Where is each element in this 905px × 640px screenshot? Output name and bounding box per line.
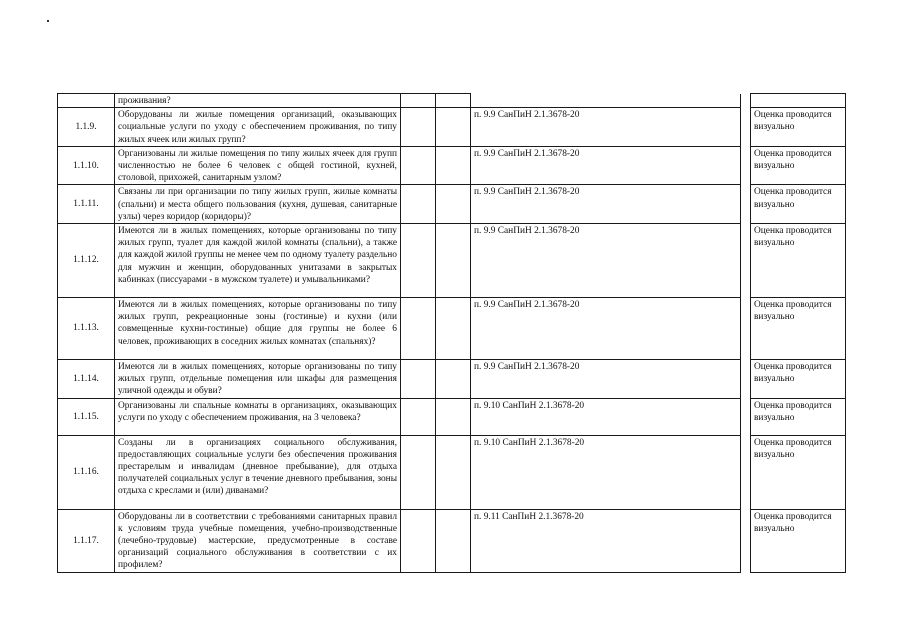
column-gap: [741, 94, 751, 108]
question-text: Имеются ли в жилых помещениях, которые организованы по типу жилых групп, туалет для каждой жилой комнаты (спальни), а также для каждой жилой группы не менее чем по одному туалету раздельно для мужчин и женщин, оборудованных унитазами в закрытых кабинках (писсуарами - в мужском туалете) и умывальниками?: [118, 226, 397, 285]
question-text: Оборудованы ли в соответствии с требованиями санитарных правил к условиям труда учебные помещения, учебно-производственные (лечебно-трудовые) мастерские, предусмотренные в составе организаций социального обслуживания в соответствии с их профилем?: [118, 511, 397, 571]
scan-speck: [47, 20, 49, 22]
method-cell: [751, 94, 846, 108]
answer-no-cell: [436, 509, 471, 572]
source-cell: [471, 146, 741, 185]
source-cell: [471, 298, 741, 360]
method-cell: [751, 398, 846, 435]
row-number-cell: [58, 185, 115, 224]
method-text: Оценка проводится визуально: [754, 400, 832, 423]
row-number: 1.1.13.: [73, 323, 99, 334]
answer-no-cell: [436, 146, 471, 185]
source-text: п. 9.9 СанПиН 2.1.3678-20: [474, 187, 580, 198]
table-row: [58, 398, 846, 435]
method-text: Оценка проводится визуально: [754, 148, 832, 172]
question-cell: [115, 398, 401, 435]
row-number-cell: [58, 146, 115, 185]
method-text: Оценка проводится визуально: [754, 437, 832, 460]
row-number-cell: [58, 224, 115, 298]
table-row: [58, 146, 846, 185]
table-row: [58, 185, 846, 224]
source-cell: [471, 224, 741, 298]
question-cell: [115, 108, 401, 147]
question-cell: [115, 185, 401, 224]
answer-yes-cell: [401, 398, 436, 435]
column-gap: [741, 185, 751, 224]
row-number-cell: [58, 108, 115, 147]
answer-yes-cell: [401, 224, 436, 298]
question-text: Связаны ли при организации по типу жилых групп, жилые комнаты (спальни) и места общего пользования (кухня, душевая, санитарные узлы) через коридор (коридоры)?: [118, 187, 397, 222]
answer-no-cell: [436, 398, 471, 435]
answer-no-cell: [436, 435, 471, 509]
method-text: Оценка проводится визуально: [754, 300, 832, 323]
method-text: Оценка проводится визуально: [754, 187, 832, 210]
question-cell: [115, 146, 401, 185]
table-row: [58, 509, 846, 572]
question-text: проживания?: [118, 96, 171, 106]
answer-yes-cell: [401, 185, 436, 224]
question-text: Имеются ли в жилых помещениях, которые организованы по типу жилых групп, рекреационные зоны (гостиные) и кухни (или совмещенные кухни-гостиные) общие для группы не более 6 человек, проживающих в соседних жилых комнатах (спальнях)?: [118, 300, 397, 347]
method-text: Оценка проводится визуально: [754, 110, 832, 133]
method-cell: [751, 108, 846, 147]
table-row: [58, 108, 846, 147]
method-cell: [751, 509, 846, 572]
question-cell: [115, 435, 401, 509]
row-number-cell: [58, 398, 115, 435]
question-text: Оборудованы ли жилые помещения организаций, оказывающих социальные услуги по уходу с обеспечением проживания, по типу жилых ячеек или жилых групп?: [118, 110, 397, 145]
row-number: 1.1.9.: [75, 121, 97, 132]
method-cell: [751, 224, 846, 298]
checklist-table: [57, 93, 846, 573]
method-cell: [751, 360, 846, 399]
answer-yes-cell: [401, 94, 436, 108]
source-text: п. 9.9 СанПиН 2.1.3678-20: [474, 362, 580, 373]
column-gap: [741, 509, 751, 572]
table-row: [58, 360, 846, 399]
method-cell: [751, 185, 846, 224]
answer-yes-cell: [401, 108, 436, 147]
source-cell: [471, 185, 741, 224]
question-cell: [115, 360, 401, 399]
source-text: п. 9.11 СанПиН 2.1.3678-20: [474, 511, 584, 522]
column-gap: [741, 360, 751, 399]
source-cell: [471, 94, 741, 108]
row-number: 1.1.14.: [73, 373, 99, 384]
method-cell: [751, 435, 846, 509]
column-gap: [741, 435, 751, 509]
row-number: 1.1.11.: [73, 199, 99, 210]
source-cell: [471, 509, 741, 572]
source-cell: [471, 360, 741, 399]
method-cell: [751, 146, 846, 185]
source-text: п. 9.9 СанПиН 2.1.3678-20: [474, 148, 580, 159]
source-text: п. 9.9 СанПиН 2.1.3678-20: [474, 226, 580, 237]
source-cell: [471, 435, 741, 509]
question-text: Имеются ли в жилых помещениях, которые организованы по типу жилых групп, отдельные помещения или шкафы для размещения уличной одежды и обуви?: [118, 362, 397, 397]
method-text: Оценка проводится визуально: [754, 362, 832, 385]
source-text: п. 9.10 СанПиН 2.1.3678-20: [474, 437, 585, 448]
question-text: Организованы ли жилые помещения по типу жилых ячеек для групп численностью не более 6 человек с общей гостиной, кухней, столовой, прихожей, санитарным узлом?: [118, 148, 397, 184]
answer-no-cell: [436, 224, 471, 298]
answer-no-cell: [436, 108, 471, 147]
table-row: [58, 224, 846, 298]
column-gap: [741, 398, 751, 435]
row-number-cell: [58, 298, 115, 360]
answer-no-cell: [436, 94, 471, 108]
answer-no-cell: [436, 185, 471, 224]
table-row: [58, 298, 846, 360]
table-row-continuation: [58, 94, 846, 108]
question-cell: [115, 94, 401, 108]
question-cell: [115, 298, 401, 360]
column-gap: [741, 224, 751, 298]
row-number: 1.1.10.: [73, 160, 99, 171]
row-number: 1.1.12.: [73, 255, 99, 266]
source-text: п. 9.10 СанПиН 2.1.3678-20: [474, 400, 585, 411]
row-number: 1.1.15.: [73, 411, 99, 422]
source-text: п. 9.9 СанПиН 2.1.3678-20: [474, 300, 580, 311]
source-cell: [471, 398, 741, 435]
table-row: [58, 435, 846, 509]
answer-no-cell: [436, 298, 471, 360]
row-number-cell: [58, 360, 115, 399]
answer-yes-cell: [401, 146, 436, 185]
question-text: Организованы ли спальные комнаты в организациях, оказывающих услуги по уходу с обеспечением проживания, на 3 человека?: [118, 400, 397, 423]
question-cell: [115, 224, 401, 298]
method-text: Оценка проводится визуально: [754, 226, 832, 249]
row-number-cell: [58, 509, 115, 572]
answer-yes-cell: [401, 360, 436, 399]
source-text: п. 9.9 СанПиН 2.1.3678-20: [474, 110, 580, 121]
answer-no-cell: [436, 360, 471, 399]
row-number-cell: [58, 435, 115, 509]
question-text: Созданы ли в организациях социального обслуживания, предоставляющих социальные услуги без обеспечения проживания престарелым и инвалидам (дневное пребывание), для отдыха получателей социальных услуг в течение дневного пребывания, зоны отдыха с креслами и (или) диванами?: [118, 437, 397, 497]
method-cell: [751, 298, 846, 360]
row-number: 1.1.16.: [73, 467, 99, 478]
method-text: Оценка проводится визуально: [754, 511, 832, 534]
column-gap: [741, 298, 751, 360]
column-gap: [741, 108, 751, 147]
source-cell: [471, 108, 741, 147]
answer-yes-cell: [401, 435, 436, 509]
row-number: 1.1.17.: [73, 535, 99, 546]
column-gap: [741, 146, 751, 185]
row-number-cell: [58, 94, 115, 108]
question-cell: [115, 509, 401, 572]
answer-yes-cell: [401, 298, 436, 360]
answer-yes-cell: [401, 509, 436, 572]
